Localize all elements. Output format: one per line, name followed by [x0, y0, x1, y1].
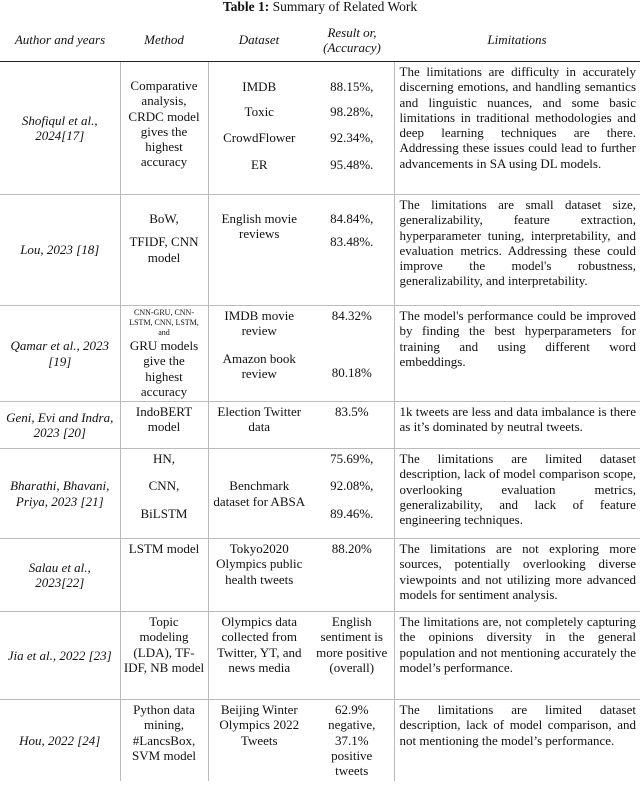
- limitations-cell: 1k tweets are less and data imbalance is there as it’s dominated by neutral tweets.: [394, 402, 640, 449]
- result-item: 89.46%.: [330, 505, 374, 521]
- table-row: [0, 195, 640, 306]
- table-row: [0, 612, 640, 700]
- result-cell: English sentiment is more positive (overall): [310, 612, 394, 700]
- table-row: [0, 402, 640, 449]
- result-item: 83.48%.: [330, 234, 374, 250]
- limitations-cell: The limitations are limited dataset description, lack of model comparison, and not mentioning the model’s performance.: [399, 702, 636, 748]
- result-item: 84.32%: [331, 308, 372, 323]
- author-cell: Shofiqul et al., 2024[17]: [0, 62, 120, 195]
- result-cell: [310, 449, 394, 539]
- method-cell: [120, 195, 208, 306]
- dataset-cell: Olympics data collected from Twitter, YT, and news media: [208, 612, 310, 700]
- result-item: 98.28%,: [330, 104, 374, 120]
- table-row: [0, 539, 640, 612]
- author-cell: Salau et al., 2023[22]: [0, 539, 120, 612]
- dataset-cell: Election Twitter data: [208, 402, 310, 449]
- dataset-cell: Benchmark dataset for ABSA: [208, 449, 310, 539]
- result-item: 92.08%,: [330, 478, 374, 494]
- dataset-cell: Beijing Winter Olympics 2022 Tweets: [219, 702, 300, 748]
- result-cell: [310, 306, 394, 402]
- author-cell: Lou, 2023 [18]: [0, 195, 120, 306]
- method-cell: [120, 62, 208, 195]
- header-method: Method: [120, 19, 208, 62]
- dataset-cell: Tokyo2020 Olympics public health tweets: [208, 539, 310, 612]
- method-cell: [120, 449, 208, 539]
- header-author: Author and years: [0, 19, 120, 62]
- method-cell: LSTM model: [120, 539, 208, 612]
- table-caption: [0, 0, 640, 15]
- header-dataset: Dataset: [208, 19, 310, 62]
- result-cell: 83.5%: [310, 402, 394, 449]
- method-item: BoW,: [149, 211, 179, 226]
- limitations-cell: The limitations are difficulty in accurately discerning emotions, and handling semantics and linguistic nuances, and some basic limitations in traditional methodologies and deep learning techniques are there. Addressing these issues could lead to further advancements in SA using DL models.: [394, 62, 640, 195]
- result-item: 84.84%,: [330, 211, 374, 226]
- limitations-cell: The limitations are limited dataset description, lack of model comparison scope, overlooking evaluation metrics, generalizability, and lack of feature engineering techniques.: [394, 449, 640, 539]
- author-cell: Hou, 2022 [24]: [0, 700, 120, 781]
- method-item: BiLSTM: [140, 505, 188, 521]
- dataset-item: ER: [250, 156, 268, 172]
- method-small-text: CNN-GRU, CNN-LSTM, CNN, LSTM, and: [129, 308, 199, 337]
- author-cell: Qamar et al., 2023 [19]: [0, 306, 120, 402]
- author-cell: Geni, Evi and Indra, 2023 [20]: [0, 402, 120, 449]
- dataset-cell: [208, 306, 310, 402]
- method-cell: Topic modeling (LDA), TF-IDF, NB model: [120, 612, 208, 700]
- header-limitations: Limitations: [394, 19, 640, 62]
- result-item: 95.48%.: [330, 156, 374, 172]
- method-text: GRU models give the highest accuracy: [129, 338, 199, 399]
- dataset-item: IMDB: [242, 79, 277, 94]
- method-text: Comparative analysis, CRDC model gives the highest accuracy: [128, 78, 200, 170]
- result-cell: [310, 195, 394, 306]
- caption-title: Summary of Related Work: [272, 0, 418, 14]
- limitations-cell: The limitations are, not completely capturing the opinions diversity in the general population and not mentioning accurately the model’s performance.: [394, 612, 640, 700]
- result-cell: 88.20%: [310, 539, 394, 612]
- dataset-item: Amazon book review: [222, 350, 296, 381]
- caption-label: Table 1:: [222, 0, 270, 14]
- method-cell: Python data mining, #LancsBox, SVM model: [120, 700, 208, 781]
- dataset-item: Toxic: [244, 104, 274, 120]
- limitations-cell: The limitations are small dataset size, generalizability, feature extraction, hyperparameter tuning, interpretability, and evaluation metrics. Addressing these could improve the model's robustness, generalizability, and interpretability.: [394, 195, 640, 306]
- result-item: 88.15%,: [330, 79, 374, 94]
- result-item: 75.69%,: [330, 451, 374, 467]
- dataset-cell: English movie reviews: [208, 195, 310, 306]
- header-result: Result or, (Accuracy): [310, 19, 394, 62]
- dataset-item: CrowdFlower: [223, 129, 296, 145]
- table-row: [0, 700, 640, 781]
- method-item: CNN,: [148, 478, 180, 494]
- limitations-cell: The model's performance could be improved by finding the best hyperparameters for training and using different word embeddings.: [394, 306, 640, 402]
- header-row: [0, 19, 640, 62]
- result-cell: [310, 62, 394, 195]
- author-cell: Bharathi, Bhavani, Priya, 2023 [21]: [0, 449, 120, 539]
- result-item: 80.18%: [331, 365, 372, 381]
- dataset-cell: [208, 62, 310, 195]
- related-work-table: [0, 19, 640, 781]
- limitations-cell: The limitations are not exploring more sources, potentially overlooking diverse viewpoints and not utilizing more advanced models for sentiment analysis.: [394, 539, 640, 612]
- dataset-item: IMDB movie review: [224, 308, 295, 339]
- method-cell: IndoBERT model: [120, 402, 208, 449]
- method-item: HN,: [152, 451, 176, 467]
- table-row: [0, 306, 640, 402]
- method-cell: [120, 306, 208, 402]
- method-item: TFIDF, CNN model: [129, 234, 199, 265]
- table-row: [0, 62, 640, 195]
- result-item: 92.34%,: [330, 129, 374, 145]
- author-cell: Jia et al., 2022 [23]: [0, 612, 120, 700]
- result-cell: 62.9% negative, 37.1% positive tweets: [310, 700, 394, 781]
- table-row: [0, 449, 640, 539]
